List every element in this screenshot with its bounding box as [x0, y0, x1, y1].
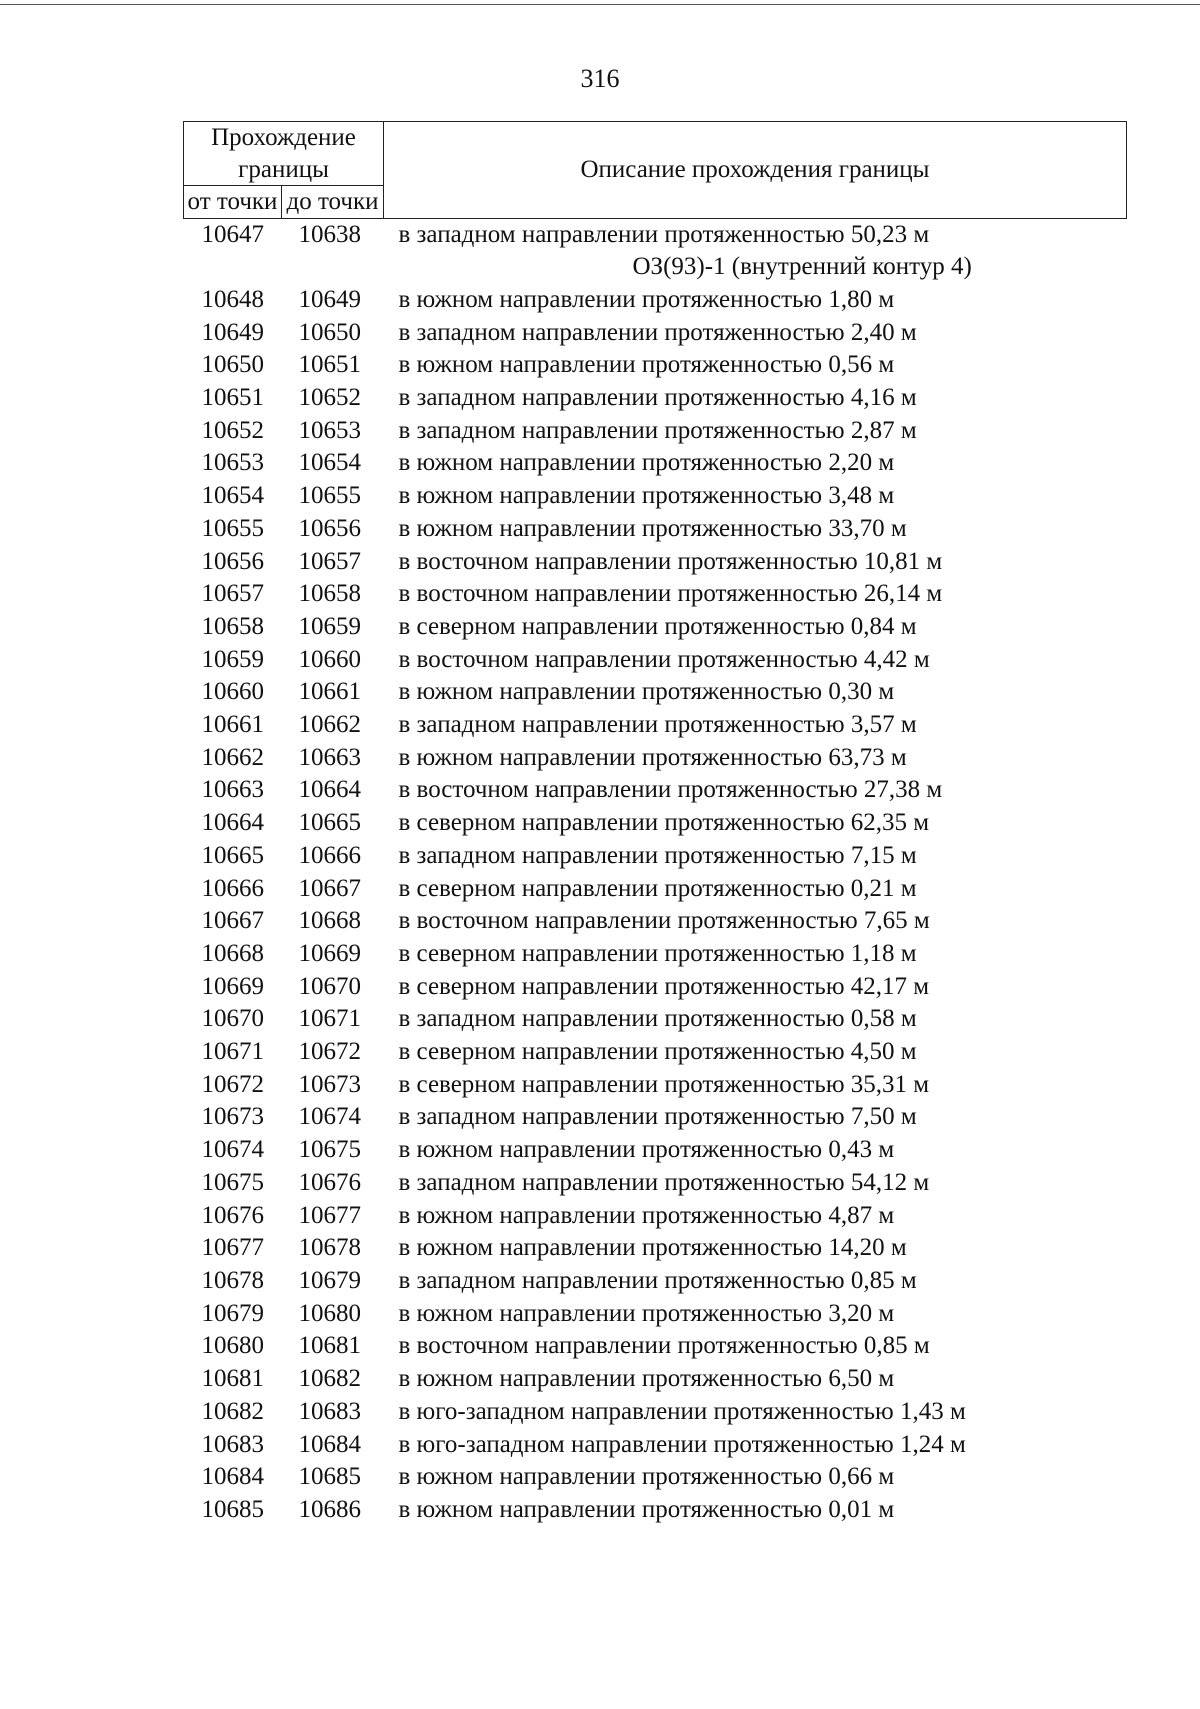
- from-point: 10661: [201, 711, 264, 739]
- from-point: 10676: [201, 1201, 264, 1229]
- to-point: 10657: [298, 547, 361, 575]
- table-row: [184, 1298, 1127, 1331]
- boundary-description: в южном направлении протяженностью 0,56 м: [398, 351, 895, 379]
- table-row: [184, 807, 1127, 840]
- table-row: [184, 611, 1127, 644]
- boundary-description: в восточном направлении протяженностью 10,81 м: [398, 547, 943, 575]
- boundary-description: в северном направлении протяженностью 1,18 м: [398, 939, 917, 967]
- section-title: ОЗ(93)-1 (внутренний контур 4): [632, 253, 972, 281]
- boundary-description: в западном направлении протяженностью 2,87 м: [398, 416, 917, 444]
- to-point: 10684: [298, 1430, 361, 1458]
- to-point: 10663: [298, 743, 361, 771]
- boundary-description: в северном направлении протяженностью 0,21 м: [398, 874, 917, 902]
- table-row: [184, 1167, 1127, 1200]
- to-point: 10662: [298, 711, 361, 739]
- table-row: [184, 480, 1127, 513]
- from-point: 10647: [201, 220, 264, 248]
- boundary-description: в западном направлении протяженностью 0,85 м: [398, 1267, 917, 1294]
- section-title-row: [184, 251, 1127, 284]
- from-point: 10651: [201, 384, 264, 412]
- to-point: 10651: [298, 351, 361, 379]
- table-row: [184, 218, 1127, 251]
- table-row: [184, 1494, 1127, 1527]
- table-row: [184, 1429, 1127, 1462]
- boundary-description: в северном направлении протяженностью 35,31 м: [398, 1070, 930, 1098]
- table-row: [184, 905, 1127, 938]
- boundary-description: в южном направлении протяженностью 2,20 м: [398, 449, 895, 477]
- table-row: [184, 513, 1127, 546]
- to-point: 10678: [298, 1234, 361, 1262]
- to-point: 10653: [298, 416, 361, 444]
- boundary-description: в южном направлении протяженностью 3,48 м: [398, 482, 895, 510]
- boundary-description: в западном направлении протяженностью 0,58 м: [398, 1005, 917, 1033]
- from-point: 10682: [201, 1397, 264, 1425]
- boundary-description: в южном направлении протяженностью 0,43 м: [398, 1136, 895, 1164]
- from-point: 10680: [201, 1332, 264, 1360]
- table-row: [184, 578, 1127, 611]
- table-row: [184, 546, 1127, 579]
- table-row: [184, 447, 1127, 480]
- table-row: [184, 1200, 1127, 1233]
- from-point: 10669: [201, 972, 264, 1000]
- to-point: 10655: [298, 482, 361, 510]
- boundary-description: в северном направлении протяженностью 62,35 м: [398, 809, 930, 837]
- boundary-description: в южном направлении протяженностью 14,20 м: [398, 1234, 907, 1262]
- boundary-description: в южном направлении протяженностью 4,87 м: [398, 1201, 895, 1229]
- header-description: Описание прохождения границы: [384, 122, 1127, 219]
- from-point: 10683: [201, 1430, 264, 1458]
- table-body: [184, 218, 1127, 1527]
- from-point: 10648: [201, 285, 264, 313]
- to-point: 10650: [298, 318, 361, 346]
- from-point: 10674: [201, 1136, 264, 1164]
- from-point: 10655: [201, 514, 264, 542]
- from-point: 10681: [201, 1365, 264, 1393]
- boundary-description: в западном направлении протяженностью 54,12 м: [398, 1168, 930, 1196]
- table-row: [184, 1265, 1127, 1298]
- header-from: от точки: [184, 186, 282, 219]
- from-point: 10653: [201, 449, 264, 477]
- from-point: 10685: [201, 1495, 264, 1523]
- boundary-description: в южном направлении протяженностью 33,70 м: [398, 514, 907, 542]
- to-point: 10664: [298, 776, 361, 804]
- to-point: 10660: [298, 645, 361, 673]
- from-point: 10684: [201, 1463, 264, 1491]
- to-point: 10638: [298, 220, 361, 248]
- to-point: 10682: [298, 1365, 361, 1393]
- boundary-description: в западном направлении протяженностью 2,40 м: [398, 318, 917, 346]
- table-row: [184, 938, 1127, 971]
- to-point: 10666: [298, 841, 361, 869]
- table-row: [184, 317, 1127, 350]
- table-row: [184, 349, 1127, 382]
- boundary-description: в южном направлении протяженностью 0,01 м: [398, 1495, 895, 1523]
- to-point: 10680: [298, 1299, 361, 1327]
- to-point: 10671: [298, 1005, 361, 1033]
- to-point: 10685: [298, 1463, 361, 1491]
- table-row: [184, 1330, 1127, 1363]
- from-point: 10649: [201, 318, 264, 346]
- from-point: 10667: [201, 907, 264, 935]
- from-point: 10672: [201, 1070, 264, 1098]
- to-point: 10656: [298, 514, 361, 542]
- table-row: [184, 1101, 1127, 1134]
- boundary-description: в западном направлении протяженностью 50,23 м: [398, 220, 930, 248]
- page-number: 316: [580, 64, 620, 93]
- to-point: 10665: [298, 809, 361, 837]
- table-row: [184, 1003, 1127, 1036]
- table-row: [184, 1363, 1127, 1396]
- boundary-description: в восточном направлении протяженностью 0,85 м: [398, 1332, 930, 1360]
- to-point: 10686: [298, 1495, 361, 1523]
- boundary-description: в западном направлении протяженностью 4,16 м: [398, 384, 917, 412]
- table-row: [184, 284, 1127, 317]
- table-header: [184, 122, 1127, 219]
- boundary-description: в юго-западном направлении протяженностью 1,24 м: [398, 1430, 966, 1458]
- boundary-description: в юго-западном направлении протяженностью 1,43 м: [398, 1397, 966, 1425]
- from-point: 10678: [201, 1267, 264, 1294]
- table-row: [184, 1134, 1127, 1167]
- to-point: 10649: [298, 285, 361, 313]
- boundary-description: в восточном направлении протяженностью 7,65 м: [398, 907, 930, 935]
- table-row: [184, 415, 1127, 448]
- boundary-description: в южном направлении протяженностью 6,50 м: [398, 1365, 895, 1393]
- boundary-description: в северном направлении протяженностью 4,50 м: [398, 1038, 917, 1066]
- to-point: 10675: [298, 1136, 361, 1164]
- boundary-description: в южном направлении протяженностью 0,30 м: [398, 678, 895, 706]
- boundary-description: в западном направлении протяженностью 3,57 м: [398, 711, 917, 739]
- to-point: 10674: [298, 1103, 361, 1131]
- boundary-description: в южном направлении протяженностью 3,20 м: [398, 1299, 895, 1327]
- boundary-table: [183, 121, 1127, 1527]
- boundary-description: в западном направлении протяженностью 7,15 м: [398, 841, 917, 869]
- to-point: 10677: [298, 1201, 361, 1229]
- to-point: 10679: [298, 1267, 361, 1294]
- top-rule: [0, 4, 1200, 5]
- to-point: 10658: [298, 580, 361, 608]
- table-row: [184, 774, 1127, 807]
- table-row: [184, 382, 1127, 415]
- table-row: [184, 1232, 1127, 1265]
- boundary-description: в южном направлении протяженностью 63,73 м: [398, 743, 907, 771]
- from-point: 10657: [201, 580, 264, 608]
- table-row: [184, 742, 1127, 775]
- boundary-description: в южном направлении протяженностью 0,66 м: [398, 1463, 895, 1491]
- to-point: 10659: [298, 612, 361, 640]
- to-point: 10661: [298, 678, 361, 706]
- to-point: 10667: [298, 874, 361, 902]
- header-group: Прохождение границы: [184, 122, 384, 186]
- from-point: 10675: [201, 1168, 264, 1196]
- to-point: 10652: [298, 384, 361, 412]
- to-point: 10669: [298, 939, 361, 967]
- to-point: 10672: [298, 1038, 361, 1066]
- from-point: 10652: [201, 416, 264, 444]
- from-point: 10677: [201, 1234, 264, 1262]
- from-point: 10658: [201, 612, 264, 640]
- header-to: до точки: [282, 186, 384, 219]
- from-point: 10670: [201, 1005, 264, 1033]
- from-point: 10666: [201, 874, 264, 902]
- from-point: 10665: [201, 841, 264, 869]
- table-row: [184, 840, 1127, 873]
- table-row: [184, 1036, 1127, 1069]
- from-point: 10656: [201, 547, 264, 575]
- table-row: [184, 1069, 1127, 1102]
- table-row: [184, 676, 1127, 709]
- table-row: [184, 709, 1127, 742]
- to-point: 10683: [298, 1397, 361, 1425]
- from-point: 10663: [201, 776, 264, 804]
- from-point: 10673: [201, 1103, 264, 1131]
- boundary-description: в северном направлении протяженностью 0,84 м: [398, 612, 917, 640]
- table-row: [184, 971, 1127, 1004]
- from-point: 10654: [201, 482, 264, 510]
- boundary-description: в восточном направлении протяженностью 4,42 м: [398, 645, 930, 673]
- from-point: 10662: [201, 743, 264, 771]
- to-point: 10668: [298, 907, 361, 935]
- from-point: 10668: [201, 939, 264, 967]
- to-point: 10670: [298, 972, 361, 1000]
- from-point: 10660: [201, 678, 264, 706]
- table-row: [184, 873, 1127, 906]
- to-point: 10676: [298, 1168, 361, 1196]
- to-point: 10654: [298, 449, 361, 477]
- boundary-description: в северном направлении протяженностью 42,17 м: [398, 972, 930, 1000]
- from-point: 10650: [201, 351, 264, 379]
- table-row: [184, 1461, 1127, 1494]
- from-point: 10679: [201, 1299, 264, 1327]
- from-point: 10671: [201, 1038, 264, 1066]
- boundary-description: в восточном направлении протяженностью 27,38 м: [398, 776, 943, 804]
- boundary-description: в южном направлении протяженностью 1,80 м: [398, 285, 895, 313]
- boundary-description: в западном направлении протяженностью 7,50 м: [398, 1103, 917, 1131]
- from-point: 10659: [201, 645, 264, 673]
- to-point: 10673: [298, 1070, 361, 1098]
- table-row: [184, 1396, 1127, 1429]
- boundary-description: в восточном направлении протяженностью 26,14 м: [398, 580, 943, 608]
- table-row: [184, 644, 1127, 677]
- to-point: 10681: [298, 1332, 361, 1360]
- from-point: 10664: [201, 809, 264, 837]
